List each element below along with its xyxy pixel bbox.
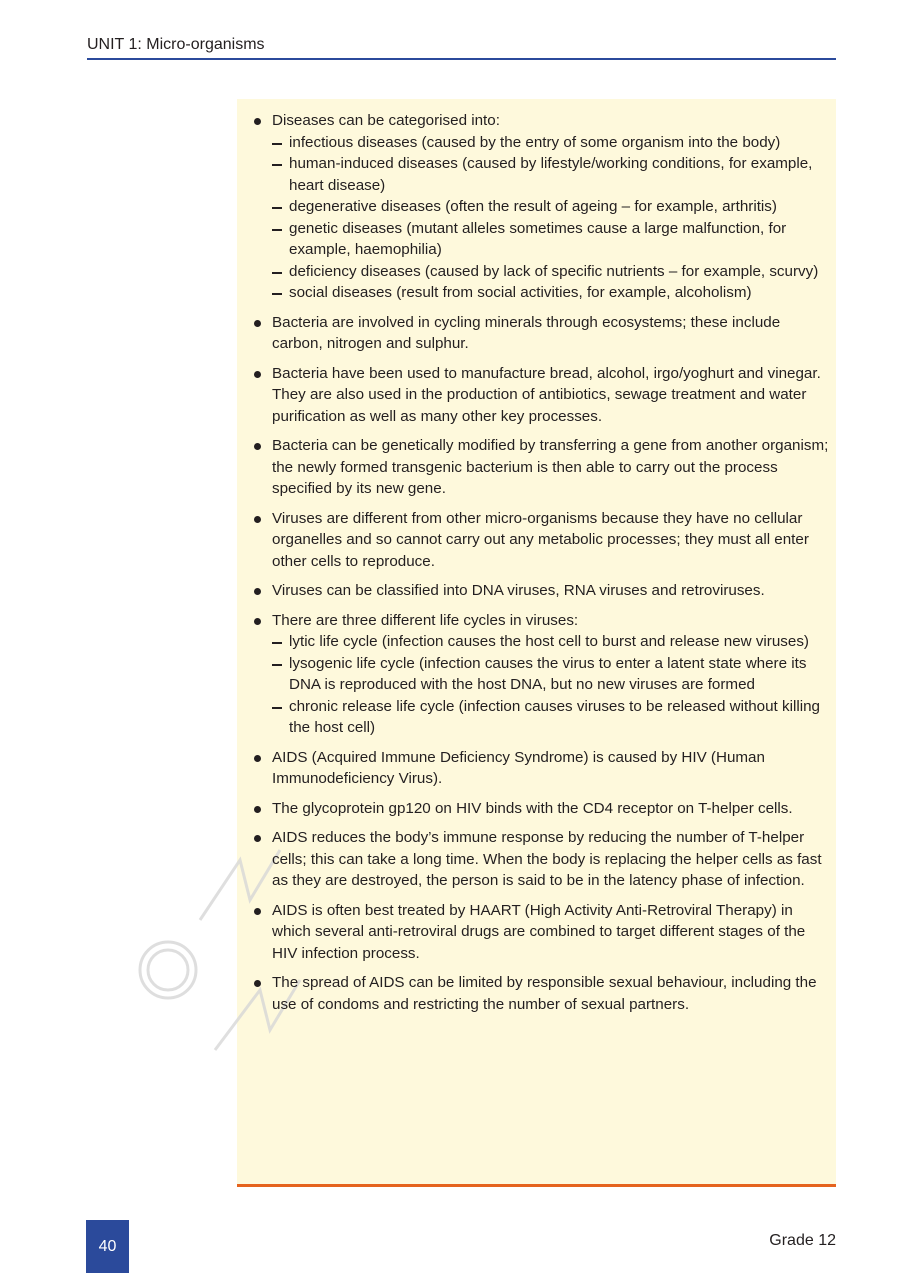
sub-item-text: human-induced diseases (caused by lifestyle/working conditions, for example, heart disease) [289,155,813,194]
sub-item [272,282,832,304]
bullet-text: Bacteria can be genetically modified by transferring a gene from another organism; the newly formed transgenic bacterium is then able to carry out the process specified by its new gene. [272,437,829,497]
box-bottom-rule [237,1184,836,1187]
bullet-item [252,747,832,790]
bullet-item [252,363,832,428]
bullet-item [252,972,832,1015]
bullet-text: The spread of AIDS can be limited by responsible sexual behaviour, including the use of condoms and restricting the number of sexual partners. [272,974,817,1013]
sub-item-text: deficiency diseases (caused by lack of specific nutrients – for example, scurvy) [289,262,819,280]
dash-icon [272,293,282,295]
bullet-item [252,110,832,304]
sub-item [272,261,832,283]
sub-item [272,132,832,154]
bullet-item [252,435,832,500]
dash-icon [272,642,282,644]
key-points-list [252,110,832,1023]
bullet-dot-icon [254,980,261,987]
bullet-item [252,900,832,965]
bullet-text: AIDS reduces the body’s immune response by reducing the number of T-helper cells; this can take a long time. When the body is replacing the helper cells as fast as they are destroyed, the person is said to be in the latency phase of infection. [272,829,822,889]
bullet-text: There are three different life cycles in viruses: [272,611,579,629]
bullet-dot-icon [254,806,261,813]
sub-item-text: genetic diseases (mutant alleles sometimes cause a large malfunction, for example, haemophilia) [289,219,787,258]
sub-item-text: lysogenic life cycle (infection causes the virus to enter a latent state where its DNA is reproduced with the host DNA, but no new viruses are formed [289,654,807,693]
bullet-dot-icon [254,908,261,915]
page-header [87,34,836,60]
bullet-text: Viruses can be classified into DNA viruses, RNA viruses and retroviruses. [272,582,765,599]
dash-icon [272,164,282,166]
sub-item-text: chronic release life cycle (infection causes viruses to be released without killing the host cell) [289,697,820,736]
sub-item-text: social diseases (result from social activities, for example, alcoholism) [289,284,752,301]
bullet-text: AIDS is often best treated by HAART (High Activity Anti-Retroviral Therapy) in which several anti-retroviral drugs are combined to target different stages of the HIV infection process. [272,901,806,962]
bullet-item [252,580,832,602]
bullet-dot-icon [254,835,261,842]
dash-icon [272,207,282,209]
sub-item-text: degenerative diseases (often the result of ageing – for example, arthritis) [289,198,777,215]
bullet-dot-icon [254,320,261,327]
bullet-text: AIDS (Acquired Immune Deficiency Syndrome) is caused by HIV (Human Immunodeficiency Virus). [272,748,765,787]
sub-item [272,153,832,196]
sub-item [272,196,832,218]
bullet-text: Bacteria are involved in cycling minerals through ecosystems; these include carbon, nitrogen and sulphur. [272,313,781,352]
bullet-dot-icon [254,443,261,450]
grade-label: Grade 12 [769,1232,836,1249]
sub-item [272,631,832,653]
bullet-item [252,827,832,892]
page-number: 40 [86,1220,129,1273]
dash-icon [272,707,282,709]
bullet-dot-icon [254,516,261,523]
bullet-dot-icon [254,371,261,378]
bullet-item [252,312,832,355]
bullet-item [252,508,832,573]
dash-icon [272,229,282,231]
unit-title: UNIT 1: Micro-organisms [87,36,265,53]
bullet-item [252,610,832,739]
dash-icon [272,272,282,274]
bullet-dot-icon [254,755,261,762]
dash-icon [272,143,282,145]
bullet-dot-icon [254,618,261,625]
bullet-dot-icon [254,118,261,125]
dash-icon [272,664,282,666]
bullet-text: Bacteria have been used to manufacture bread, alcohol, irgo/yoghurt and vinegar. They are also used in the production of antibiotics, sewage treatment and water purification as well as many other key processes. [272,364,821,425]
bullet-item [252,798,832,820]
bullet-text: Diseases can be categorised into: [272,112,500,129]
bullet-dot-icon [254,588,261,595]
sub-item-text: infectious diseases (caused by the entry of some organism into the body) [289,133,781,151]
sub-item [272,653,832,696]
sub-item [272,218,832,261]
bullet-text: Viruses are different from other micro-organisms because they have no cellular organelles and so cannot carry out any metabolic processes; they must all enter other cells to reproduce. [272,509,809,570]
sub-item-text: lytic life cycle (infection causes the host cell to burst and release new viruses) [289,633,809,650]
bullet-text: The glycoprotein gp120 on HIV binds with the CD4 receptor on T-helper cells. [272,799,793,817]
sub-item [272,696,832,739]
